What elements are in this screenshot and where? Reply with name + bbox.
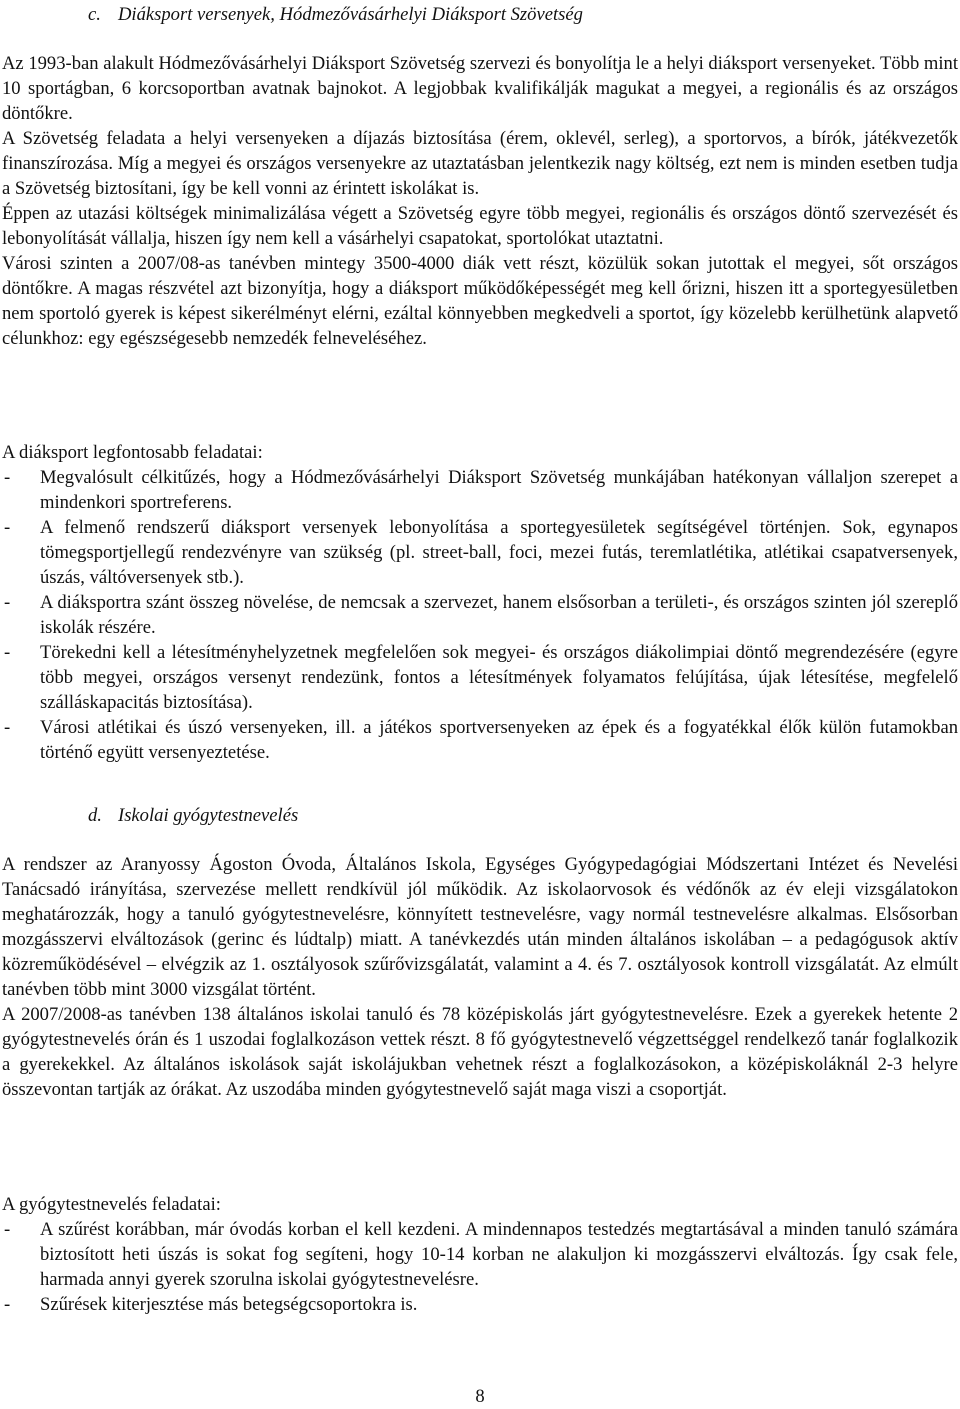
- bullet: -: [4, 717, 11, 738]
- section-c-body: [2, 51, 958, 351]
- paragraph: Városi szinten a 2007/08-as tanévben mintegy 3500-4000 diák vett részt, közülük sokan jutottak el megyei, sőt országos döntőkre. A magas részvétel azt bizonyítja, hogy a diáksport működőképességét meg kell őrizni, hiszen itt a sportegyesületben nem sportoló gyerek is képest sikerélményt elérni, ezáltal könnyebben megkedveli a sportot, így közelebb kerülhetünk alapvető célunkhoz: egy egészségesebb nemzedék felneveléséhez.: [2, 253, 958, 349]
- bullet: -: [4, 1219, 11, 1240]
- section-d-body: [2, 852, 958, 1102]
- list-item-text: Megvalósult célkitűzés, hogy a Hódmezővásárhelyi Diáksport Szövetség munkájában hatékonyan vállaljon szerepet a mindenkori sportreferens.: [40, 467, 958, 513]
- paragraph: A Szövetség feladata a helyi versenyeken a díjazás biztosítása (érem, oklevél, serleg), a sportorvos, a bírók, játékvezetők finanszírozása. Míg a megyei és országos versenyekre az utaztatásban jelentkezik nagy költség, ezt nem is minden esetben tudja a Szövetség biztosítani, így be kell vonni az érintett iskolákat is.: [2, 128, 958, 199]
- bullet: -: [4, 592, 11, 613]
- list-item-text: Városi atlétikai és úszó versenyeken, ill. a játékos sportversenyeken az épek és a fogyatékkal élők külön futamokban történő együtt versenyeztetése.: [40, 717, 958, 763]
- section-c-heading: [88, 2, 583, 27]
- tasks-label: A gyógytestnevelés feladatai:: [2, 1194, 221, 1215]
- paragraph: Éppen az utazási költségek minimalizálása végett a Szövetség egyre több megyei, regionális és országos döntő szervezését és lebonyolítását vállalja, hiszen így nem kell a vásárhelyi csapatokat, sportolókat utaztatni.: [2, 203, 958, 249]
- page-number: 8: [475, 1386, 485, 1407]
- section-d-title: Iskolai gyógytestnevelés: [118, 805, 299, 826]
- tasks-list: [2, 465, 958, 765]
- bullet: -: [4, 1294, 11, 1315]
- section-c-tasks: [2, 440, 958, 765]
- section-c-title: Diáksport versenyek, Hódmezővásárhelyi Diáksport Szövetség: [118, 4, 583, 25]
- section-c-number: c.: [88, 4, 101, 25]
- list-item: [2, 715, 958, 765]
- list-item: [2, 640, 958, 715]
- list-item: [2, 1292, 958, 1317]
- list-item: [2, 465, 958, 515]
- list-item: [2, 1217, 958, 1292]
- section-d-number: d.: [88, 805, 102, 826]
- section-d-heading: [88, 803, 298, 828]
- bullet: -: [4, 467, 11, 488]
- list-item-text: Törekedni kell a létesítményhelyzetnek megfelelően sok megyei- és országos diákolimpiai döntő megrendezésére (egyre több megyei, országos versenyt rendezünk, fontos a létesítmények folyamatos felújítása, újak létesítése, megfelelő szálláskapacitás biztosítása).: [40, 642, 958, 713]
- section-d-tasks: [2, 1192, 958, 1317]
- bullet: -: [4, 642, 11, 663]
- list-item-text: A felmenő rendszerű diáksport versenyek lebonyolítása a sportegyesületek segítségével történjen. Sok, egynapos tömegsportjellegű rendezvényre van szükség (pl. street-ball, foci, mezei futás, teremlatlétika, atlétikai csapatversenyek, úszás, váltóversenyek stb.).: [40, 517, 958, 588]
- list-item: [2, 515, 958, 590]
- tasks-list: [2, 1217, 958, 1317]
- list-item: [2, 590, 958, 640]
- paragraph: A rendszer az Aranyossy Ágoston Óvoda, Általános Iskola, Egységes Gyógypedagógiai Módszertani Intézet és Nevelési Tanácsadó irányítása, szervezése mellett rendkívül jól működik. Az iskolaorvosok és védőnők az év eleji vizsgálatokon meghatározzák, hogy a tanuló gyógytestnevelésre, könnyített testnevelésre, vagy normál testnevelésre alkalmas. Elsősorban mozgásszervi elváltozások (gerinc és lúdtalp) miatt. A tanévkezdés után minden általános iskolában – a pedagógusok aktív közreműködésével – elvégzik az 1. osztályosok szűrővizsgálatát, valamint a 4. és 7. osztályosok kontroll vizsgálatát. Az elmúlt tanévben több mint 3000 vizsgálat történt.: [2, 854, 958, 1000]
- list-item-text: A diáksportra szánt összeg növelése, de nemcsak a szervezet, hanem elsősorban a területi-, és országos szinten jól szereplő iskolák részére.: [40, 592, 958, 638]
- paragraph: Az 1993-ban alakult Hódmezővásárhelyi Diáksport Szövetség szervezi és bonyolítja le a helyi diáksport versenyeket. Több mint 10 sportágban, 6 korcsoportban avatnak bajnokot. A legjobbak kvalifikálják magukat a megyei, a regionális és az országos döntőkre.: [2, 53, 958, 124]
- tasks-label: A diáksport legfontosabb feladatai:: [2, 442, 263, 463]
- bullet: -: [4, 517, 11, 538]
- list-item-text: Szűrések kiterjesztése más betegségcsoportokra is.: [40, 1294, 418, 1315]
- list-item-text: A szűrést korábban, már óvodás korban el kell kezdeni. A mindennapos testedzés megtartásával a minden tanuló számára biztosított heti úszás is sokat fog segíteni, hogy 10-14 korban ne alakuljon ki mozgásszervi elváltozás. Így csak fele, harmada annyi gyerek szorulna iskolai gyógytestnevelésre.: [40, 1219, 958, 1290]
- paragraph: A 2007/2008-as tanévben 138 általános iskolai tanuló és 78 középiskolás járt gyógytestnevelésre. Ezek a gyerekek hetente 2 gyógytestnevelés órán és 1 uszodai foglalkozáson vettek részt. 8 fő gyógytestnevelő végzettséggel rendelkező tanár foglalkozik a gyerekekkel. Az általános iskolások saját iskolájukban vehetnek részt a foglalkozásokon, a középiskoláknál 2-3 helyre összevontan tartják az órákat. Az uszodába minden gyógytestnevelő saját maga viszi a csoportját.: [2, 1004, 958, 1100]
